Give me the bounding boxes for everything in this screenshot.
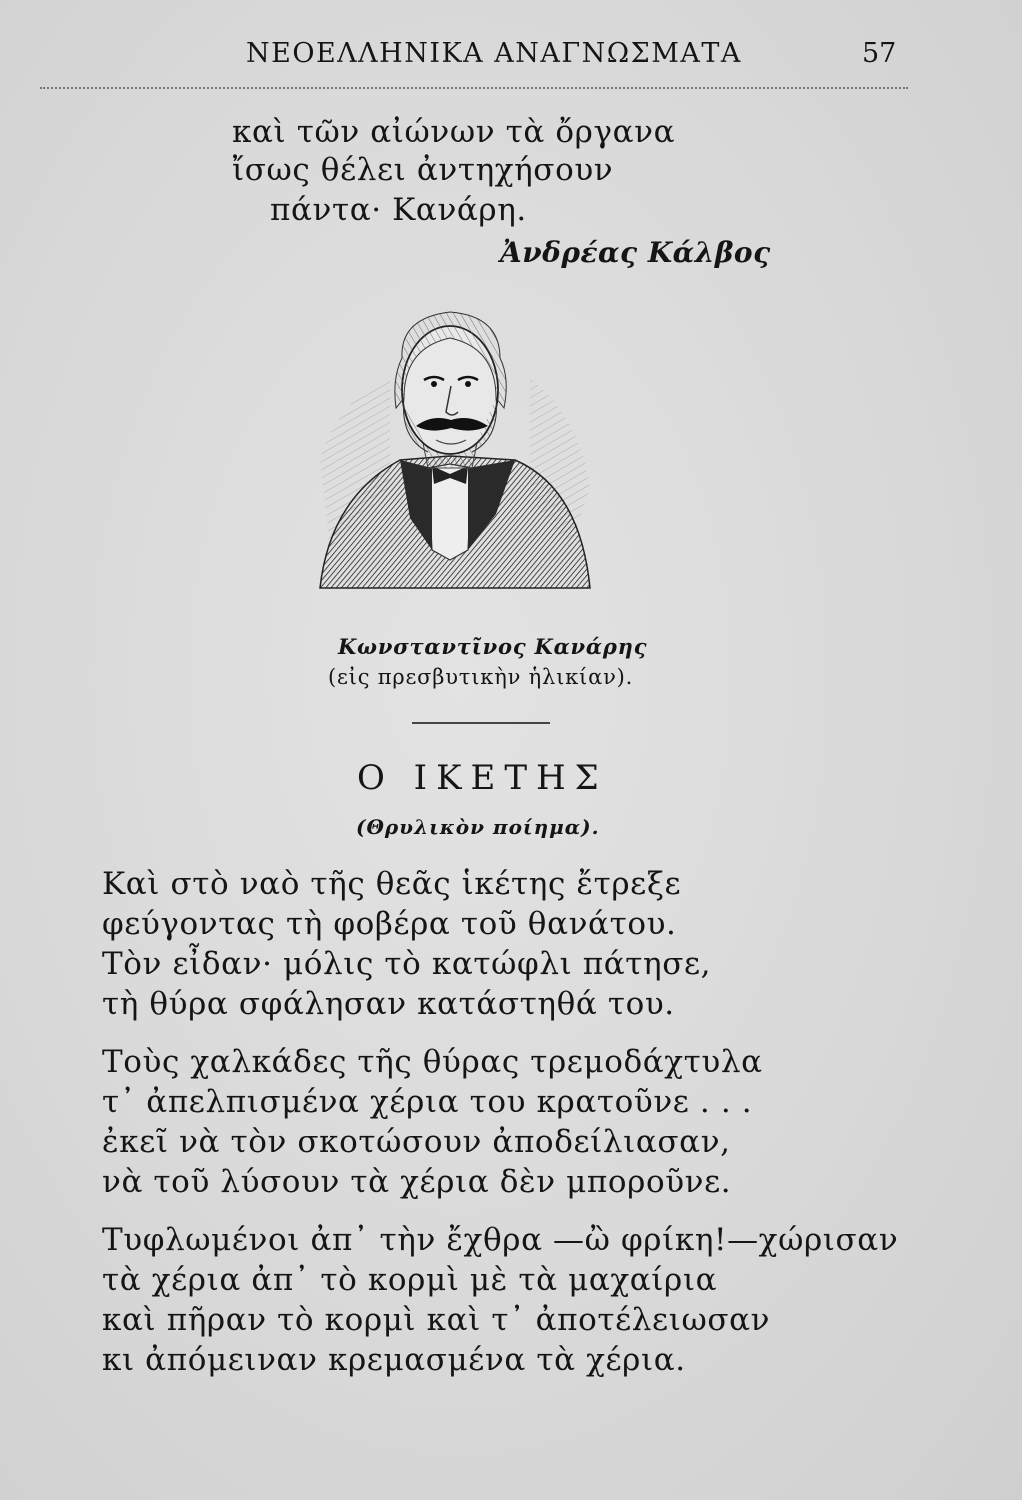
poem-line: Τὸν εἶδαν· μόλις τὸ κατώφλι πάτησε, [102, 946, 712, 982]
poem-line: Τυφλωμένοι ἀπ᾽ τὴν ἔχθρα —ὢ φρίκη!—χώρισαν [102, 1222, 899, 1258]
poem-line: τὰ χέρια ἀπ᾽ τὸ κορμὶ μὲ τὰ μαχαίρια [102, 1262, 718, 1298]
page-number: 57 [862, 38, 897, 69]
header-rule [40, 87, 908, 89]
previous-poem-line: ἴσως θέλει ἀντηχήσουν [232, 152, 614, 188]
running-title: ΝΕΟΕΛΛΗΝΙΚΑ ΑΝΑΓΝΩΣΜΑΤΑ [246, 38, 742, 69]
engraved-portrait-icon [300, 288, 600, 610]
poem-subtitle: (Θρυλικὸν ποίημα). [356, 815, 600, 839]
running-head [0, 38, 1022, 78]
poem-line: τ᾽ ἀπελπισμένα χέρια του κρατοῦνε . . . [102, 1084, 753, 1120]
poem-line: τὴ θύρα σφάλησαν κατάστηθά του. [102, 986, 675, 1022]
poem-title: Ο ΙΚΕΤΗΣ [357, 758, 608, 798]
previous-poem-line: καὶ τῶν αἰώνων τὰ ὄργανα [232, 114, 676, 150]
poem-line: φεύγοντας τὴ φοβέρα τοῦ θανάτου. [102, 906, 677, 942]
portrait-caption-name: Κωνσταντῖνος Κανάρης [338, 634, 648, 659]
poem-author: Ἀνδρέας Κάλβος [500, 236, 771, 269]
poem-line: καὶ πῆραν τὸ κορμὶ καὶ τ᾽ ἀποτέλειωσαν [102, 1302, 771, 1338]
poem-line: νὰ τοῦ λύσουν τὰ χέρια δὲν μποροῦνε. [102, 1164, 732, 1200]
portrait-caption-note: (εἰς πρεσβυτικὴν ἡλικίαν). [328, 665, 634, 689]
poem-line: κι ἀπόμειναν κρεμασμένα τὰ χέρια. [102, 1342, 686, 1378]
poem-line: Τοὺς χαλκάδες τῆς θύρας τρεμοδάχτυλα [102, 1044, 763, 1080]
poem-line: Καὶ στὸ ναὸ τῆς θεᾶς ἱκέτης ἔτρεξε [102, 866, 682, 902]
section-divider [412, 722, 550, 724]
poem-line: ἐκεῖ νὰ τὸν σκοτώσουν ἀποδείλιασαν, [102, 1124, 731, 1160]
previous-poem-line: πάντα· Κανάρη. [270, 192, 527, 228]
